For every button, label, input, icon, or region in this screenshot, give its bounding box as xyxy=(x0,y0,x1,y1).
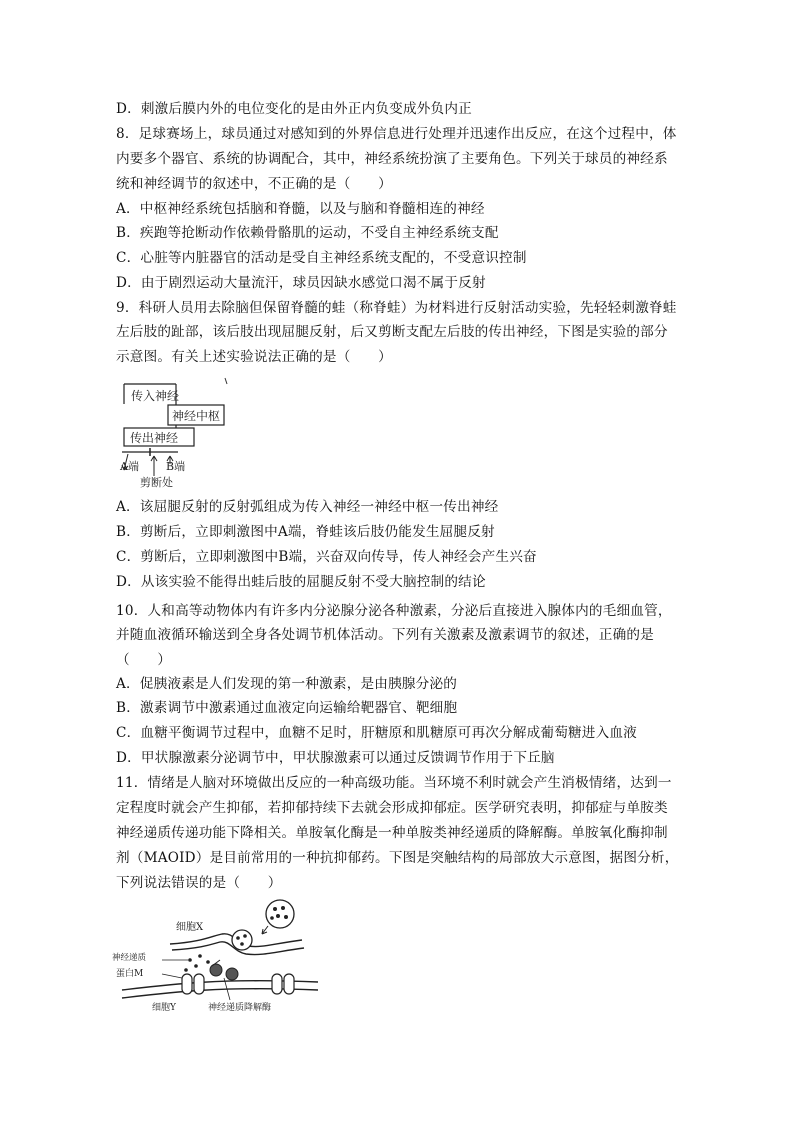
text-line: 11．情绪是人脑对环境做出反应的一种高级功能。当环境不利时就会产生消极情绪，达到一 xyxy=(116,775,672,791)
text-line: 9．科研人员用去除脑但保留脊髓的蛙（称脊蛙）为材料进行反射活动实验，先轻轻刺激脊蛙 xyxy=(116,300,677,316)
text-line: C．心脏等内脏器官的活动是受自主神经系统支配的，不受意识控制 xyxy=(116,250,527,266)
text-line: A．该屈腿反射的反射弧组成为传入神经一神经中枢一传出神经 xyxy=(116,499,499,515)
text-line: 统和神经调节的叙述中，不正确的是（ ） xyxy=(116,176,392,192)
text-line: （ ） xyxy=(116,652,172,668)
neurotransmitter-label: 神经递质 xyxy=(112,953,147,963)
text-line: A．中枢神经系统包括脑和脊髓，以及与脑和脊髓相连的神经 xyxy=(116,201,485,217)
afferent-label: 传入神经 xyxy=(131,389,180,403)
text-line: D．甲状腺激素分泌调节中，甲状腺激素可以通过反馈调节作用于下丘脑 xyxy=(116,750,555,766)
text-line: 内要多个器官、系统的协调配合，其中，神经系统扮演了主要角色。下列关于球员的神经系 xyxy=(116,151,668,167)
text-line: 并随血液循环输送到全身各处调节机体活动。下列有关激素及激素调节的叙述，正确的是 xyxy=(116,627,654,643)
end-b-label: B端 xyxy=(166,460,186,473)
text-line: 神经递质传递功能下降相关。单胺氧化酶是一种单胺类神经递质的降解酶。单胺氧化酶抑制 xyxy=(116,825,668,841)
reflex-arc-diagram xyxy=(118,374,238,490)
text-line: 下列说法错误的是（ ） xyxy=(116,875,282,891)
cut-label: 剪断处 xyxy=(140,476,173,489)
text-line: 示意图。有关上述实验说法正确的是（ ） xyxy=(116,349,392,365)
text-line: D．从该实验不能得出蛙后肢的屈腿反射不受大脑控制的结论 xyxy=(116,574,486,590)
text-line: 定程度时就会产生抑郁，若抑郁持续下去就会形成抑郁症。医学研究表明，抑郁症与单胺类 xyxy=(116,800,668,816)
text-line: C．剪断后，立即刺激图中B端，兴奋双向传导，传人神经会产生兴奋 xyxy=(116,549,537,565)
center-label: 神经中枢 xyxy=(172,409,221,423)
text-line: 8．足球赛场上，球员通过对感知到的外界信息进行处理并迅速作出反应，在这个过程中，体 xyxy=(116,126,677,142)
text-line: 10．人和高等动物体内有许多内分泌腺分泌各种激素，分泌后直接进入腺体内的毛细血管， xyxy=(116,603,672,619)
text-line: 剂（MAOID）是目前常用的一种抗抑郁药。下图是突触结构的局部放大示意图，据图分析， xyxy=(116,850,679,866)
synapse-diagram xyxy=(112,894,324,1024)
cell-x-label: 细胞X xyxy=(176,922,204,933)
text-line: C．血糖平衡调节过程中，血糖不足时，肝糖原和肌糖原可再次分解成葡萄糖进入血液 xyxy=(116,725,637,741)
cell-y-label: 细胞Y xyxy=(152,1003,176,1013)
text-line: A．促胰液素是人们发现的第一种激素，是由胰腺分泌的 xyxy=(116,676,458,692)
text-line: B．疾跑等抢断动作依赖骨骼肌的运动，不受自主神经系统支配 xyxy=(116,225,499,241)
enzyme-label: 神经递质降解酶 xyxy=(208,1003,272,1013)
text-line: B．激素调节中激素通过血液定向运输给靶器官、靶细胞 xyxy=(116,700,458,716)
text-line: D．由于剧烈运动大量流汗，球员因缺水感觉口渴不属于反射 xyxy=(116,275,486,291)
protein-m-label: 蛋白M xyxy=(116,969,144,979)
text-line: D．刺激后膜内外的电位变化的是由外正内负变成外负内正 xyxy=(116,101,472,117)
end-a-label: A端 xyxy=(120,460,139,473)
efferent-label: 传出神经 xyxy=(130,431,179,445)
text-line: 左后肢的趾部，该后肢出现屈腿反射，后又剪断支配左后肢的传出神经，下图是实验的部分 xyxy=(116,324,668,340)
text-line: B．剪断后，立即刺激图中A端，脊蛙该后肢仍能发生屈腿反射 xyxy=(116,524,495,540)
